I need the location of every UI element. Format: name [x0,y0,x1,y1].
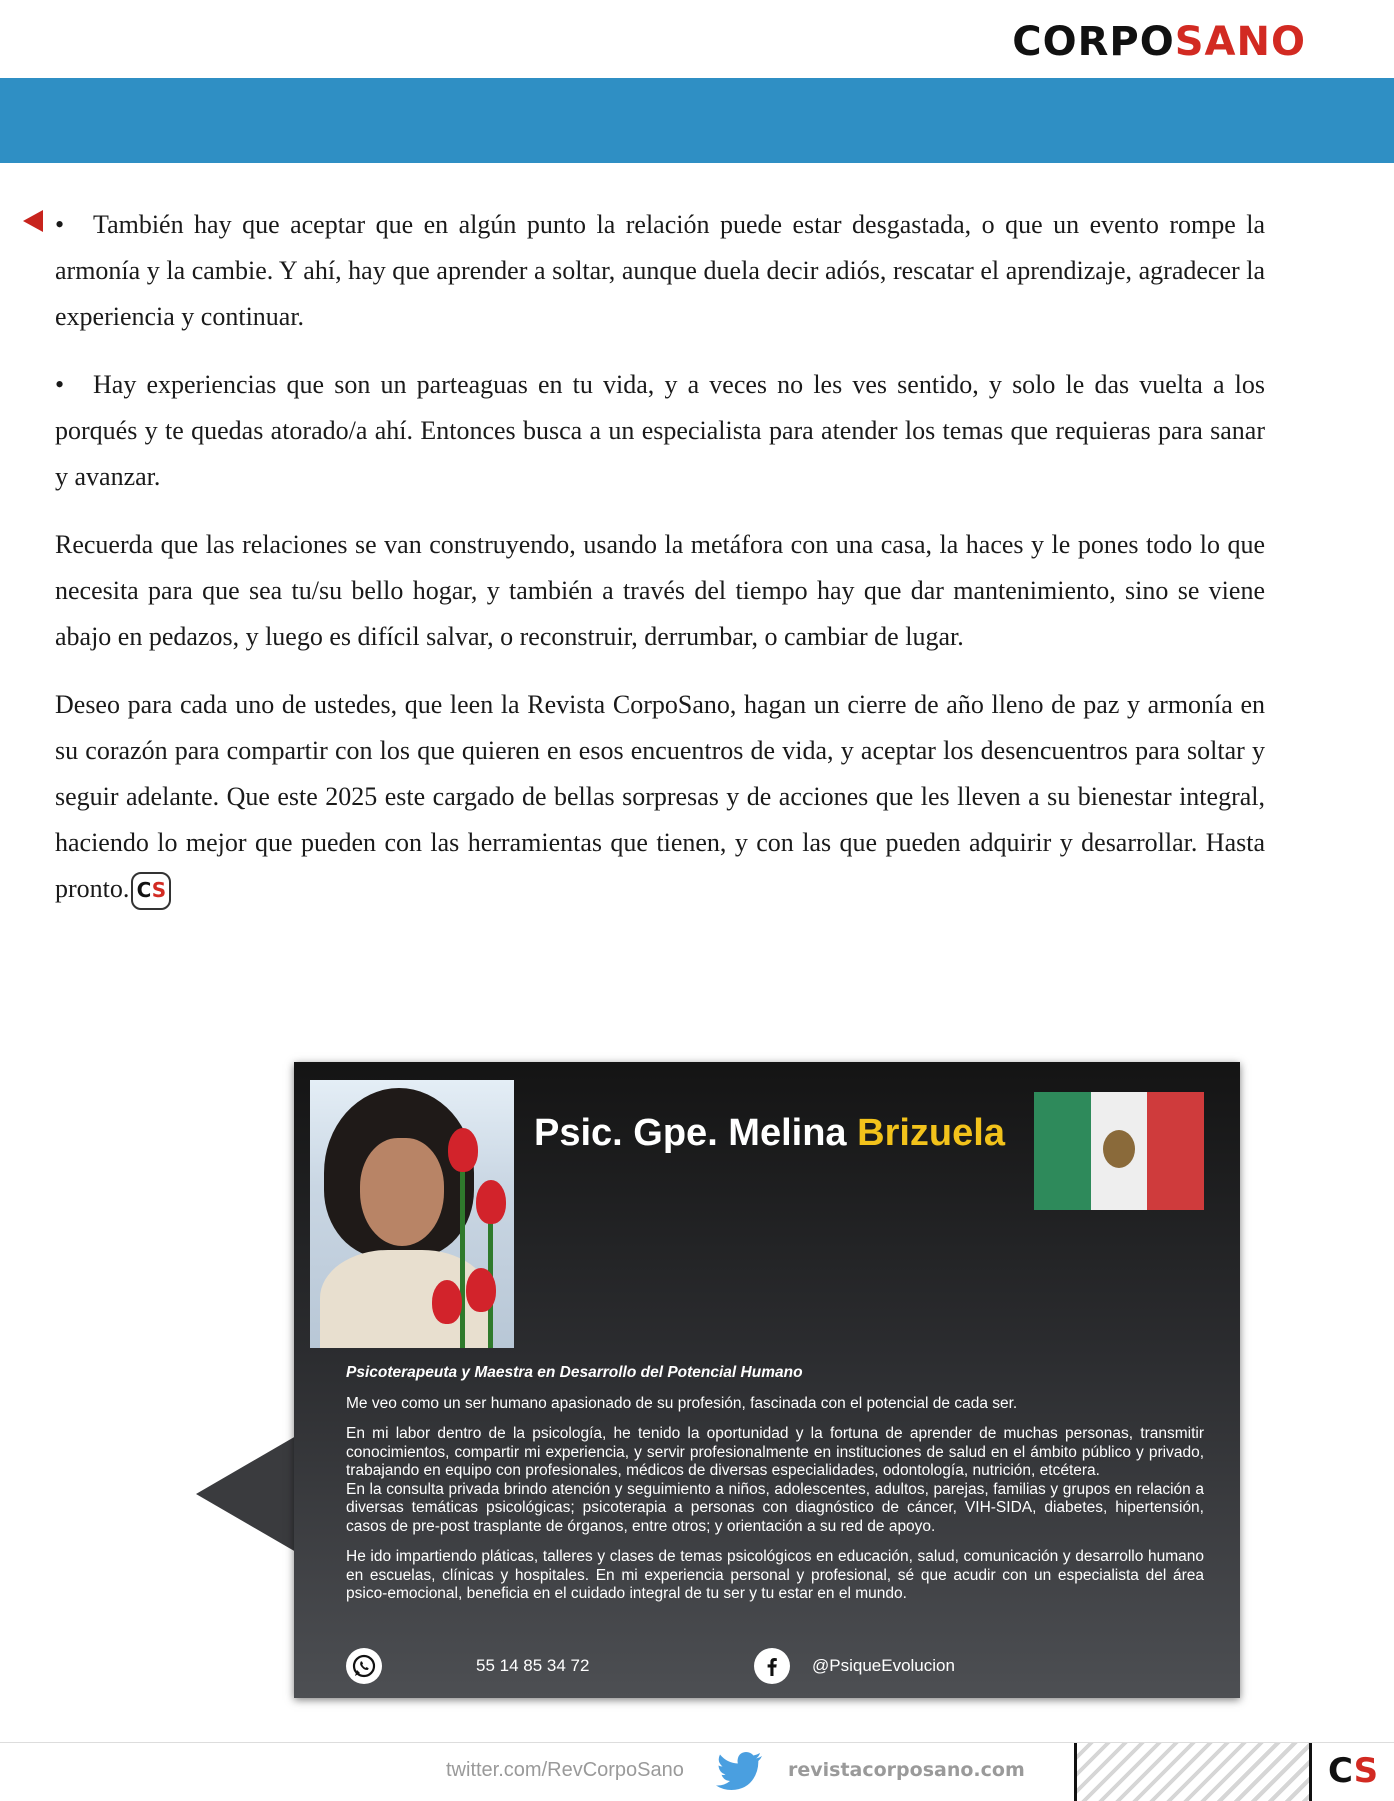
author-bio-paragraph: En mi labor dentro de la psicología, he tenido la oportunidad y la fortuna de aprender de muchas personas, transmitir conocimientos, compartir mi experiencia, y servir profesionalmente en instituciones de salud en el ámbito público y privado, trabajando en equipo con profesionales, médicos de diversas especialidades, odontología, nutrición, etcétera. [346,1425,1204,1479]
previous-page-arrow-icon[interactable] [23,210,43,232]
twitter-bird-icon [716,1751,764,1791]
whatsapp-icon [346,1648,382,1684]
article-bullet-2 [55,362,1265,500]
bullet-icon: • [55,210,65,239]
article-paragraph: También hay que aceptar que en algún punto la relación puede estar desgastada, o que un evento rompe la armonía y la cambie. Y ahí, hay que aprender a soltar, aunque duela decir adiós, rescatar el aprendizaje, agradecer la experiencia y continuar. [55,210,1265,331]
footer-stripes [1074,1743,1312,1801]
phone-number: 55 14 85 34 72 [476,1656,590,1675]
header-bar [0,78,1394,163]
article-paragraph: Hay experiencias que son un parteaguas en tu vida, y a veces no les ves sentido, y solo le das vuelta a los porqués y te quedas atorado/a ahí. Entonces busca a un especialista para atender los temas que requieras para sanar y avanzar. [55,370,1265,491]
article-paragraph: Recuerda que las relaciones se van construyendo, usando la metáfora con una casa, la haces y le pones todo lo que necesita para que sea tu/su bello hogar, y también a través del tiempo hay que dar mantenimiento, sino se viene abajo en pedazos, y luego es difícil salvar, o reconstruir, derrumbar, o cambiar de lugar. [55,530,1265,651]
author-name-highlight: Brizuela [857,1112,1005,1154]
article-body [55,202,1265,934]
author-bio [346,1364,1204,1616]
article-paragraph-closing [55,682,1265,912]
card-pointer [196,1436,296,1552]
mexico-flag-icon [1034,1092,1204,1210]
website-link[interactable]: revistacorposano.com [788,1759,1025,1781]
facebook-handle: @PsiqueEvolucion [812,1656,955,1675]
article-paragraph: Deseo para cada uno de ustedes, que leen la Revista CorpoSano, hagan un cierre de año lleno de paz y armonía en su corazón para compartir con los que quieren en esos encuentros de vida, y aceptar los desencuentros para soltar y seguir adelante. Que este 2025 este cargado de bellas sorpresas y de acciones que les lleven a su bienestar integral, haciendo lo mejor que pueden con las herramientas que tienen, y con las que pueden adquirir y desarrollar. Hasta pronto. [55,690,1265,903]
bullet-icon: • [55,370,65,399]
logo-corpo: CORPO [1012,19,1175,65]
author-card [294,1062,1240,1698]
author-bio-paragraph: Me veo como un ser humano apasionado de su profesión, fascinada con el potencial de cada ser. [346,1394,1018,1412]
author-bio-paragraph: En la consulta privada brindo atención y seguimiento a niños, adolescentes, adultos, parejas, familias y grupos en relación a diversas temáticas psicológicas; psicoterapia a personas con diagnóstico de cáncer, VIH-SIDA, diabetes, hipertensión, casos de pre-post trasplante de órganos, entre otros; y orientación a su red de apoyo. [346,1480,1204,1535]
page-footer [0,1742,1394,1801]
facebook-contact[interactable] [754,1648,955,1684]
whatsapp-contact[interactable] [346,1648,589,1684]
author-role: Psicoterapeuta y Maestra en Desarrollo del Potencial Humano [346,1364,803,1381]
corposano-logo [1012,19,1306,65]
cs-footer-logo-icon: CS [1328,1751,1379,1791]
author-bio-paragraph: He ido impartiendo pláticas, talleres y clases de temas psicológicos en educación, salud, comunicación y desarrollo humano en escuelas, clínicas y hospitales. En mi experiencia personal y profesional, sé que acudir con un especialista del área psico-emocional, beneficia en el cuidado integral de tu ser y tu estar en el mundo. [346,1548,1204,1602]
article-bullet-1 [55,202,1265,340]
logo-sano: SANO [1174,19,1306,65]
facebook-icon [754,1648,790,1684]
author-photo [310,1080,514,1348]
author-name: Psic. Gpe. Melina Brizuela [534,1112,1005,1154]
twitter-link[interactable]: twitter.com/RevCorpoSano [446,1759,684,1781]
cs-end-mark-icon: CS [131,872,171,910]
